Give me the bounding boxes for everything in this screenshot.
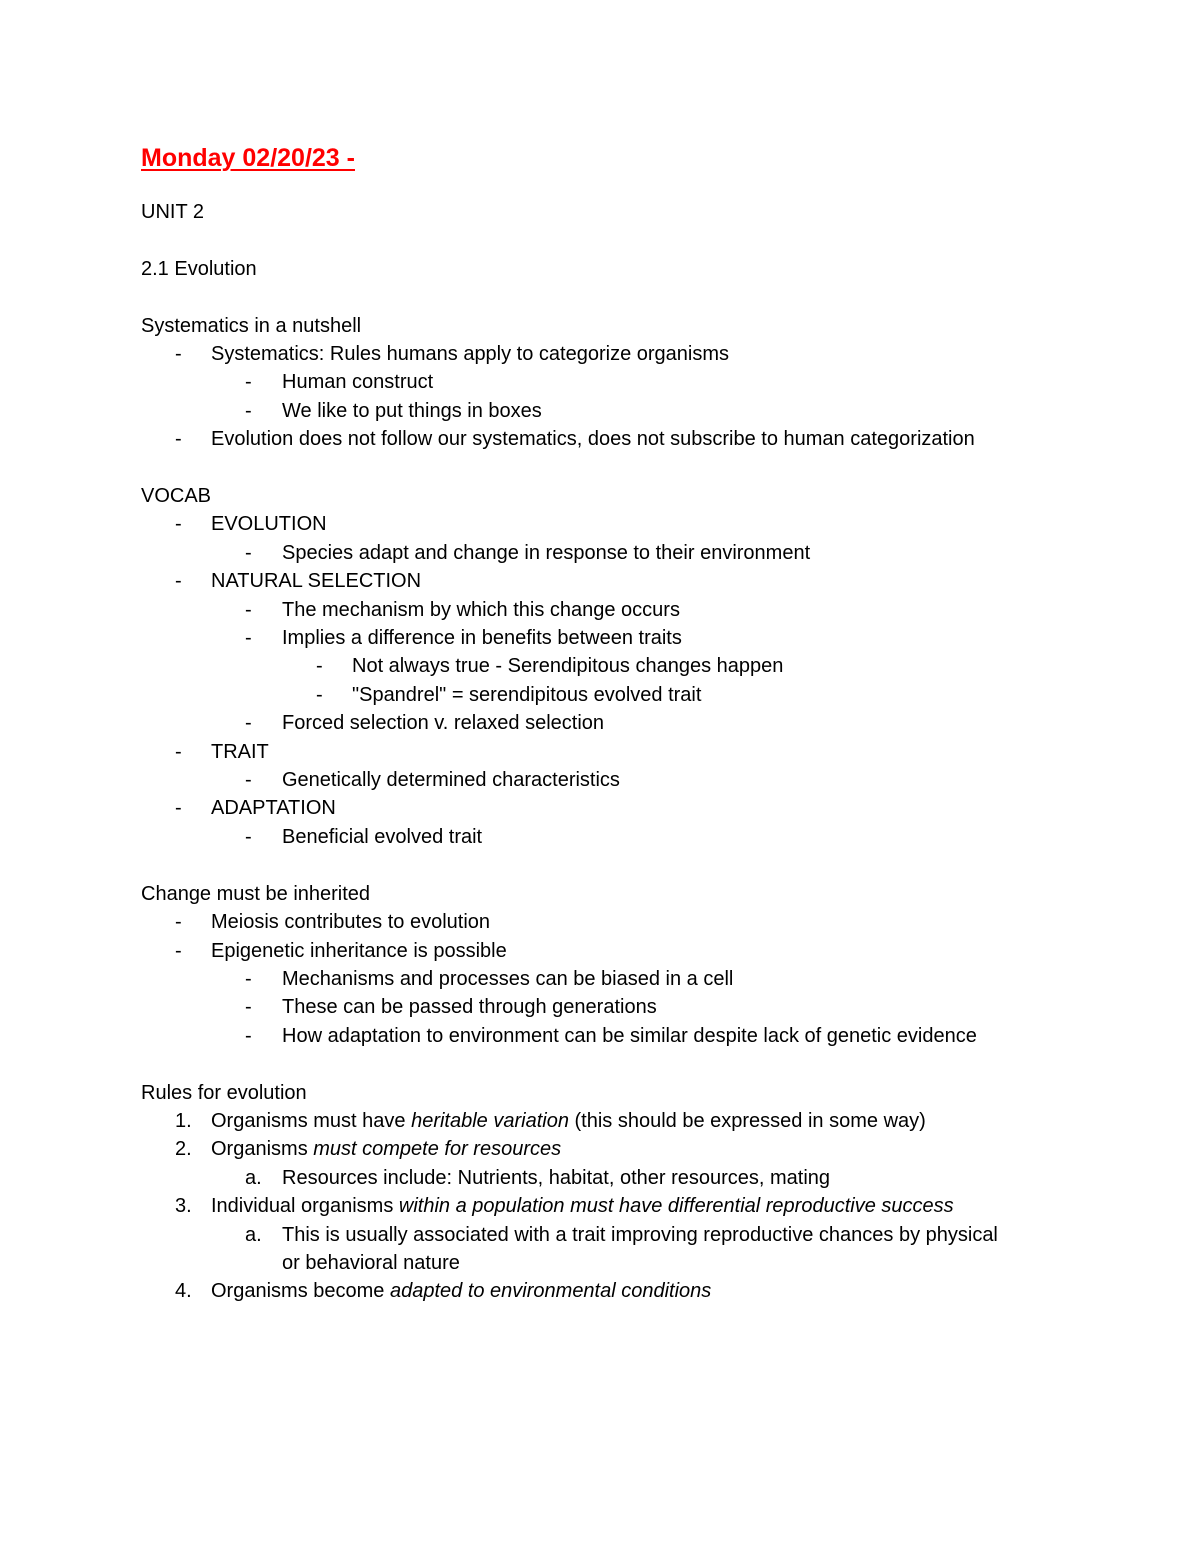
vocab-heading: VOCAB — [141, 485, 212, 508]
list-item — [141, 738, 1071, 766]
list-item — [141, 965, 1071, 993]
number-marker: 3. — [175, 1195, 192, 1218]
systematics-heading: Systematics in a nutshell — [141, 314, 362, 337]
section-heading: 2.1 Evolution — [141, 257, 257, 280]
number-marker: 2. — [175, 1138, 192, 1161]
list-item — [141, 709, 1071, 737]
lettered-item — [141, 1221, 1071, 1249]
bullet-marker: - — [245, 541, 252, 564]
list-item-text: Meiosis contributes to evolution — [211, 911, 491, 934]
bullet-marker: - — [245, 399, 252, 422]
rule-subtext: or behavioral nature — [282, 1251, 460, 1274]
bullet-marker: - — [245, 769, 252, 792]
numbered-item — [141, 1135, 1071, 1163]
rule-text: Organisms become — [211, 1280, 390, 1303]
bullet-marker: - — [245, 1024, 252, 1047]
lettered-item-continuation — [141, 1249, 1071, 1277]
list-item-text: How adaptation to environment can be similar despite lack of genetic evidence — [282, 1024, 977, 1047]
list-item-text: EVOLUTION — [211, 513, 327, 536]
list-item — [141, 624, 1071, 652]
unit-label: UNIT 2 — [141, 201, 204, 223]
rule-text: Individual organisms — [211, 1195, 399, 1218]
list-item — [141, 397, 1071, 425]
bullet-marker: - — [175, 343, 182, 365]
list-item-text: ADAPTATION — [211, 797, 336, 820]
numbered-item — [141, 1107, 1071, 1135]
list-item-text: Evolution does not follow our systematics, does not subscribe to human categorization — [211, 428, 975, 451]
rule-subtext: Resources include: Nutrients, habitat, other resources, mating — [282, 1166, 831, 1189]
number-marker: 1. — [175, 1109, 192, 1132]
list-item — [141, 908, 1071, 936]
bullet-marker: - — [175, 428, 182, 451]
list-item — [141, 596, 1071, 624]
rule-subtext: This is usually associated with a trait improving reproductive chances by physical — [282, 1223, 998, 1246]
bullet-marker: - — [175, 939, 182, 962]
bullet-marker: - — [245, 712, 252, 735]
list-item — [141, 652, 1071, 680]
rule-emphasis: must compete for resources — [313, 1138, 562, 1161]
bullet-marker: - — [175, 911, 182, 934]
list-item — [141, 567, 1071, 595]
systematics-section — [141, 312, 1071, 454]
bullet-marker: - — [245, 371, 252, 394]
list-item-text: Human construct — [282, 371, 434, 394]
rules-heading: Rules for evolution — [141, 1081, 307, 1104]
bullet-marker: - — [175, 513, 182, 536]
letter-marker: a. — [245, 1166, 262, 1189]
bullet-marker: - — [245, 996, 252, 1019]
list-item-text: Mechanisms and processes can be biased in a cell — [282, 967, 734, 990]
rule-emphasis: within a population must have differential reproductive success — [398, 1195, 954, 1218]
list-item — [141, 681, 1071, 709]
inherited-section — [141, 880, 1071, 1050]
rule-text: Organisms must have — [211, 1109, 412, 1132]
page-title: Monday 02/20/23 - — [141, 144, 355, 172]
list-item-text: Not always true - Serendipitous changes happen — [352, 655, 784, 678]
bullet-marker: - — [245, 825, 252, 848]
rule-emphasis: heritable variation — [411, 1109, 569, 1132]
rule-text: (this should be expressed in some way) — [568, 1109, 926, 1132]
lettered-item — [141, 1164, 1071, 1192]
rule-emphasis: adapted to environmental conditions — [389, 1280, 712, 1303]
bullet-marker: - — [175, 570, 182, 593]
list-item-text: The mechanism by which this change occurs — [282, 598, 680, 621]
bullet-marker: - — [245, 967, 252, 990]
list-item-text: "Spandrel" = serendipitous evolved trait — [352, 683, 702, 706]
rules-section — [141, 1079, 1071, 1306]
list-item-text: Epigenetic inheritance is possible — [211, 939, 507, 962]
list-item-text: These can be passed through generations — [282, 996, 657, 1019]
bullet-marker: - — [175, 797, 182, 820]
vocab-section — [141, 482, 1071, 851]
list-item-text: Implies a difference in benefits between traits — [282, 627, 682, 650]
numbered-item — [141, 1192, 1071, 1220]
list-item — [141, 794, 1071, 822]
list-item — [141, 340, 1071, 368]
list-item-text: Genetically determined characteristics — [282, 769, 620, 792]
rule-text: Organisms — [211, 1138, 314, 1161]
list-item-text: Systematics: Rules humans apply to categorize organisms — [211, 343, 730, 365]
list-item-text: TRAIT — [211, 740, 269, 763]
number-marker: 4. — [175, 1280, 192, 1303]
list-item — [141, 1022, 1071, 1050]
list-item — [141, 937, 1071, 965]
list-item — [141, 425, 1071, 453]
list-item — [141, 766, 1071, 794]
bullet-marker: - — [175, 740, 182, 763]
bullet-marker: - — [316, 683, 323, 706]
list-item-text: We like to put things in boxes — [282, 399, 542, 422]
list-item — [141, 539, 1071, 567]
list-item — [141, 823, 1071, 851]
list-item — [141, 510, 1071, 538]
list-item — [141, 368, 1071, 396]
bullet-marker: - — [245, 627, 252, 650]
list-item-text: Beneficial evolved trait — [282, 825, 483, 848]
inherited-heading: Change must be inherited — [141, 882, 371, 905]
letter-marker: a. — [245, 1223, 262, 1246]
bullet-marker: - — [245, 598, 252, 621]
document-page — [141, 140, 1071, 1306]
list-item-text: NATURAL SELECTION — [211, 570, 422, 593]
list-item-text: Forced selection v. relaxed selection — [282, 712, 605, 735]
list-item — [141, 993, 1071, 1021]
list-item-text: Species adapt and change in response to their environment — [282, 541, 811, 564]
numbered-item — [141, 1277, 1071, 1305]
bullet-marker: - — [316, 655, 323, 678]
